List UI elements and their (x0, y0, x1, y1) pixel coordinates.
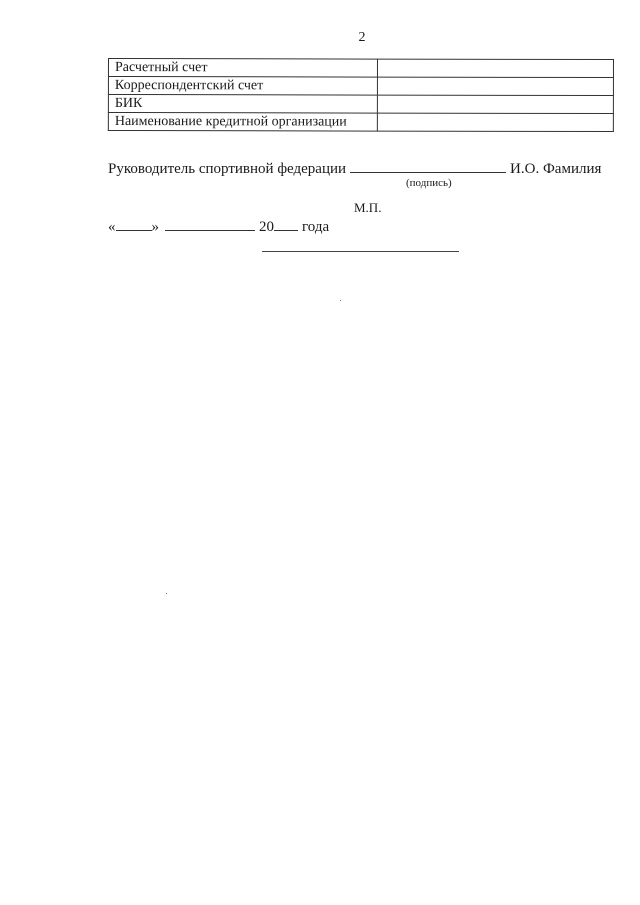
date-line (108, 216, 329, 236)
signature-blank (350, 158, 506, 173)
table-row (108, 77, 613, 96)
scan-speck (340, 300, 341, 301)
bank-details-table (108, 58, 614, 132)
stamp-label: М.П. (354, 200, 382, 215)
bik-value (377, 95, 613, 113)
settlement-account-value (377, 59, 613, 77)
signature-caption: (подпись) (406, 177, 452, 189)
date-month-blank (165, 216, 255, 231)
credit-organization-label: Наименование кредитной организации (108, 113, 377, 132)
date-year-blank (274, 216, 298, 231)
date-day-blank (116, 216, 152, 231)
settlement-account-label: Расчетный счет (108, 59, 377, 78)
date-century: 20 (259, 219, 274, 235)
signature-line (108, 158, 601, 178)
table-row (108, 95, 613, 114)
credit-organization-value (377, 113, 613, 131)
date-open-quote: « (108, 219, 116, 235)
correspondent-account-label: Корреспондентский счет (108, 77, 377, 96)
correspondent-account-value (377, 77, 613, 95)
date-close-quote: » (151, 219, 159, 235)
date-suffix: года (302, 219, 330, 235)
closing-rule (262, 251, 459, 252)
bik-label: БИК (108, 95, 377, 114)
signatory-name: И.О. Фамилия (510, 161, 602, 177)
table-row (108, 113, 613, 132)
scan-speck (166, 593, 167, 594)
page-number: 2 (358, 30, 366, 45)
signatory-role: Руководитель спортивной федерации (108, 161, 347, 177)
table-row (108, 59, 613, 78)
